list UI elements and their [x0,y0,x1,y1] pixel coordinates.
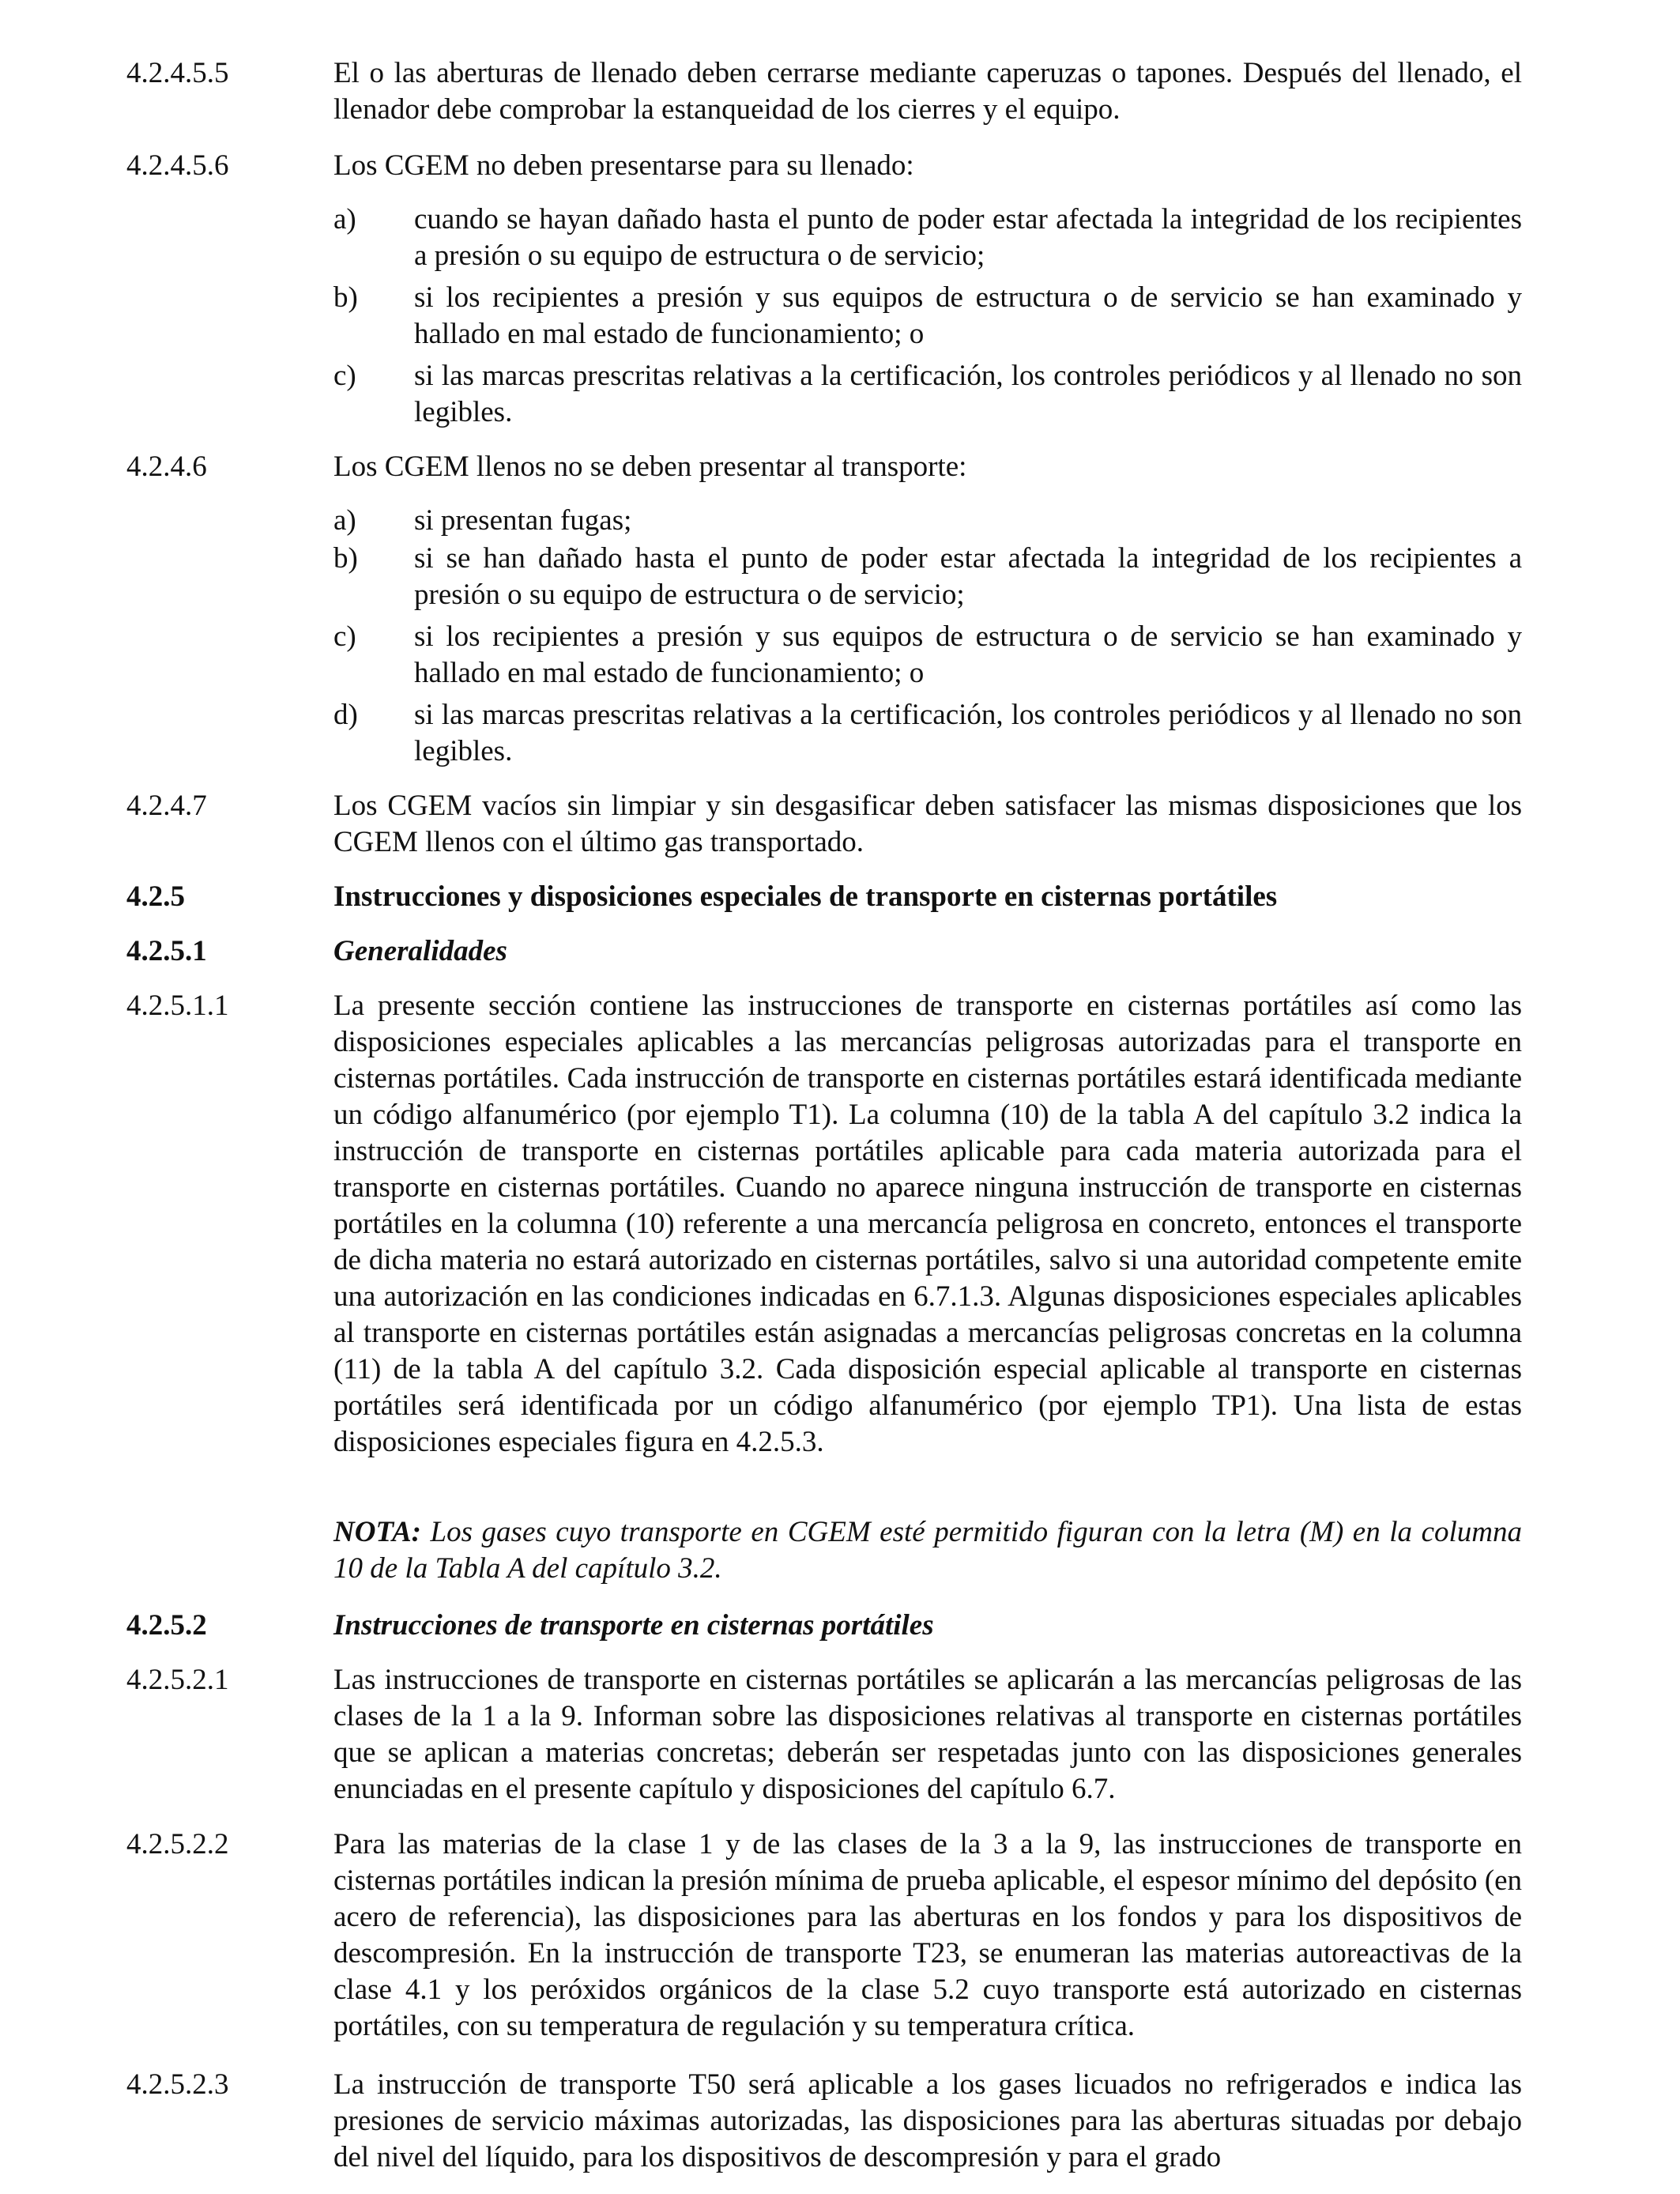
list-item [126,280,1522,352]
note-label: NOTA: [333,1516,421,1548]
clause-4-2-4-5-6 [126,148,1522,184]
list-item-text: si los recipientes a presión y sus equipos de estructura o de servicio se han examinado y hallado en mal estado de funcionamiento; o [414,281,1522,350]
list-item-label: c) [333,620,356,653]
clause-number: 4.2.4.5.6 [126,149,229,182]
section-title: Instrucciones de transporte en cisternas portátiles [333,1609,934,1642]
list-item-label: d) [333,699,358,731]
clause-4-2-5-1-1 [126,988,1522,1461]
clause-text: La instrucción de transporte T50 será aplicable a los gases licuados no refrigerados e indica las presiones de servicio máximas autorizadas, las disposiciones para las aberturas situadas por debajo del nivel del líquido, para los dispositivos de descompresión y para el grado [333,2068,1522,2173]
note-body: Los gases cuyo transporte en CGEM esté permitido figuran con la letra (M) en la columna 10 de la Tabla A del capítulo 3.2. [333,1516,1522,1585]
section-title: Generalidades [333,935,507,967]
clause-text: Los CGEM vacíos sin limpiar y sin desgasificar deben satisfacer las mismas disposiciones que los CGEM llenos con el último gas transportado. [333,790,1522,858]
clause-4-2-5-2-3 [126,2067,1522,2176]
list-item [126,697,1522,770]
list-item-label: a) [333,504,356,537]
list-item-label: b) [333,542,358,575]
list-item [126,202,1522,274]
clause-number: 4.2.4.7 [126,790,207,822]
list-item-text: cuando se hayan dañado hasta el punto de poder estar afectada la integridad de los recipientes a presión o su equipo de estructura o de servicio; [414,203,1522,272]
clause-number: 4.2.4.6 [126,450,207,483]
clause-number: 4.2.5.1.1 [126,990,229,1022]
clause-4-2-5-2-1 [126,1662,1522,1808]
note-text [333,1514,1522,1587]
clause-text: Las instrucciones de transporte en cisternas portátiles se aplicarán a las mercancías peligrosas de las clases de la 1 a la 9. Informan sobre las disposiciones relativas al transporte en cisternas portátiles que se aplican a materias concretas; deberán ser respetadas junto con las disposiciones generales enunciadas en el presente capítulo y disposiciones del capítulo 6.7. [333,1664,1522,1805]
clause-4-2-4-5-5 [126,55,1522,128]
clause-text: La presente sección contiene las instrucciones de transporte en cisternas portátiles así como las disposiciones especiales aplicables a las mercancías peligrosas autorizadas para el transporte en cisternas portátiles. Cada instrucción de transporte en cisternas portátiles estará identificada mediante un código alfanumérico (por ejemplo T1). La columna (10) de la tabla A del capítulo 3.2 indica la instrucción de transporte en cisternas portátiles aplicable para cada materia autorizada para el transporte en cisternas portátiles. Cuando no aparece ninguna instrucción de transporte en cisternas portátiles en la columna (10) referente a una mercancía peligrosa en concreto, entonces el transporte de dicha materia no estará autorizado en cisternas portátiles, salvo si una autoridad competente emite una autorización en las condiciones indicadas en 6.7.1.3. Algunas disposiciones especiales aplicables al transporte en cisternas portátiles están asignadas a mercancías peligrosas concretas en la columna (11) de la tabla A del capítulo 3.2. Cada disposición especial aplicable al transporte en cisternas portátiles será identificada por un código alfanumérico (por ejemplo TP1). Una lista de estas disposiciones especiales figura en 4.2.5.3. [333,990,1522,1458]
list-item [126,619,1522,692]
section-heading-4-2-5-2 [126,1608,1522,1644]
clause-number: 4.2.5.2.3 [126,2068,229,2101]
list-item-label: a) [333,203,356,236]
section-heading-4-2-5-1 [126,933,1522,970]
section-number: 4.2.5.1 [126,935,207,967]
list-item-label: b) [333,281,358,314]
list-item-label: c) [333,360,356,392]
clause-text: Los CGEM llenos no se deben presentar al transporte: [333,450,967,483]
clause-4-2-5-2-2 [126,1826,1522,2045]
clause-4-2-4-7 [126,788,1522,861]
clause-number: 4.2.5.2.1 [126,1664,229,1696]
section-title: Instrucciones y disposiciones especiales de transporte en cisternas portátiles [333,880,1278,913]
clause-text: Para las materias de la clase 1 y de las clases de la 3 a la 9, las instrucciones de transporte en cisternas portátiles indican la presión mínima de prueba aplicable, el espesor mínimo del depósito (en acero de referencia), las disposiciones para las aberturas en los fondos y para los dispositivos de descompresión. En la instrucción de transporte T23, se enumeran las materias autoreactivas de la clase 4.1 y los peróxidos orgánicos de la clase 5.2 cuyo transporte está autorizado en cisternas portátiles, con su temperatura de regulación y su temperatura crítica. [333,1828,1522,2042]
clause-number: 4.2.4.5.5 [126,57,229,89]
list-item [126,503,1522,539]
list-item-text: si se han dañado hasta el punto de poder estar afectada la integridad de los recipientes a presión o su equipo de estructura o de servicio; [414,542,1522,611]
list-item-text: si presentan fugas; [414,504,632,537]
section-number: 4.2.5 [126,880,185,913]
list-item-text: si las marcas prescritas relativas a la certificación, los controles periódicos y al llenado no son legibles. [414,360,1522,428]
section-number: 4.2.5.2 [126,1609,207,1642]
list-item-text: si las marcas prescritas relativas a la certificación, los controles periódicos y al llenado no son legibles. [414,699,1522,767]
list-item-text: si los recipientes a presión y sus equipos de estructura o de servicio se han examinado y hallado en mal estado de funcionamiento; o [414,620,1522,689]
clause-4-2-4-6 [126,449,1522,485]
section-heading-4-2-5 [126,879,1522,915]
list-item [126,358,1522,431]
clause-text: El o las aberturas de llenado deben cerrarse mediante caperuzas o tapones. Después del llenado, el llenador debe comprobar la estanqueidad de los cierres y el equipo. [333,57,1522,126]
clause-text: Los CGEM no deben presentarse para su llenado: [333,149,914,182]
clause-number: 4.2.5.2.2 [126,1828,229,1860]
note [126,1514,1522,1587]
list-item [126,541,1522,613]
